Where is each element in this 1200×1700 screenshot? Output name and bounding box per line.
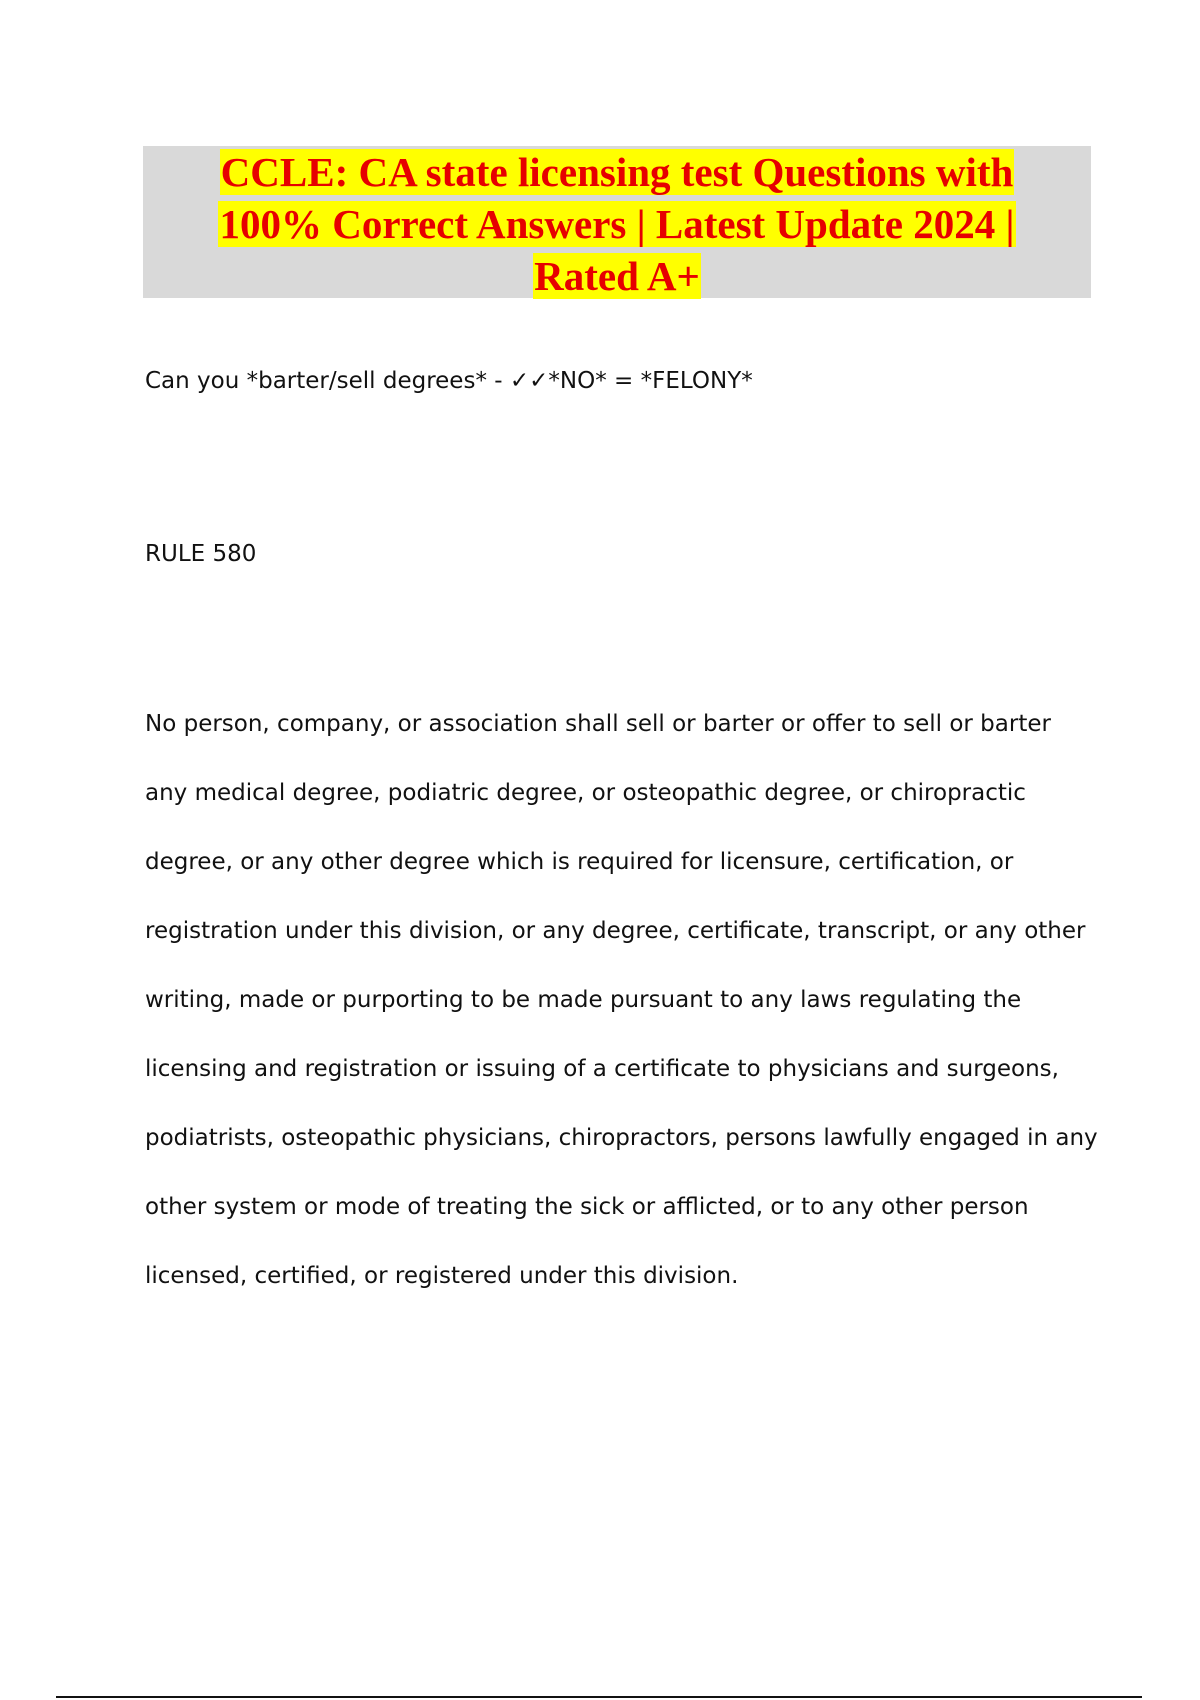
body-line: any medical degree, podiatric degree, or osteopathic degree, or chiropractic — [145, 780, 1026, 806]
body-line: licensing and registration or issuing of a certificate to physicians and surgeons, — [145, 1056, 1059, 1082]
body-line: No person, company, or association shall sell or barter or offer to sell or barter — [145, 711, 1051, 737]
rule-heading: RULE 580 — [145, 541, 257, 567]
body-line: other system or mode of treating the sick or afflicted, or to any other person — [145, 1194, 1029, 1220]
footer-divider — [56, 1696, 1142, 1698]
body-line: podiatrists, osteopathic physicians, chiropractors, persons lawfully engaged in any — [145, 1125, 1098, 1151]
title-line: Rated A+ — [534, 253, 700, 299]
title-line: CCLE: CA state licensing test Questions with — [220, 149, 1014, 195]
body-line: writing, made or purporting to be made pursuant to any laws regulating the — [145, 987, 1022, 1013]
question-answer-line — [145, 366, 753, 396]
document-title — [143, 146, 1091, 302]
body-line: registration under this division, or any degree, certificate, transcript, or any other — [145, 918, 1086, 944]
title-banner — [143, 146, 1091, 298]
rule-body — [145, 706, 1105, 1327]
question-text: Can you *barter/sell degrees* - — [145, 368, 510, 394]
body-line: degree, or any other degree which is required for licensure, certification, or — [145, 849, 1014, 875]
title-line: 100% Correct Answers | Latest Update 2024 | — [219, 201, 1015, 247]
checkmark-icon: ✓✓ — [509, 368, 549, 394]
answer-text: *NO* = *FELONY* — [548, 368, 753, 394]
body-line: licensed, certified, or registered under this division. — [145, 1263, 739, 1289]
